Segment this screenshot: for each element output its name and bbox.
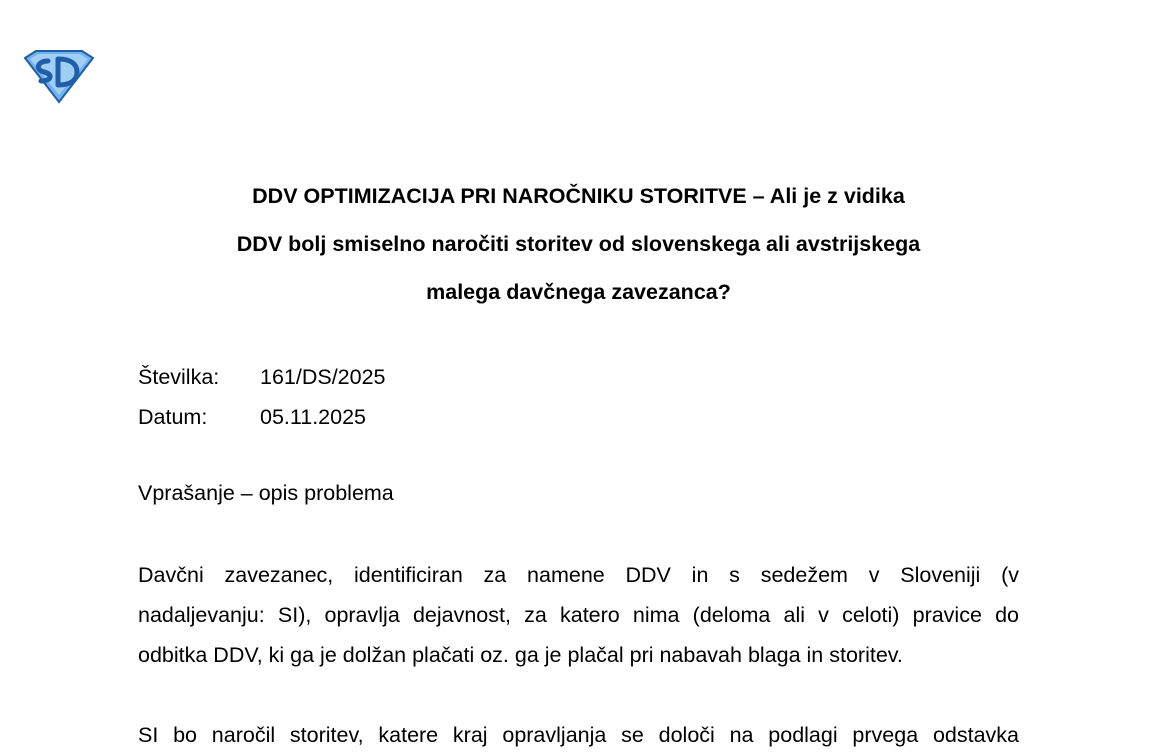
title-line: DDV OPTIMIZACIJA PRI NAROČNIKU STORITVE – Ali je z vidika <box>252 184 905 208</box>
date-value: 05.11.2025 <box>260 405 367 429</box>
paragraph-line: odbitka DDV, ki ga je dolžan plačati oz. ga je plačal pri nabavah blaga in storitev. <box>138 643 903 667</box>
section-heading: Vprašanje – opis problema <box>138 481 394 505</box>
paragraph-line: nadaljevanju: SI), opravlja dejavnost, za katero nima (deloma ali v celoti) pravice do <box>138 603 1019 627</box>
meta-number-row <box>138 357 386 397</box>
paragraph-line: Davčni zavezanec, identificiran za namene DDV in s sedežem v Sloveniji (v <box>138 563 1019 587</box>
paragraph-problem-description <box>138 555 1019 675</box>
number-label: Številka: <box>138 365 220 389</box>
paragraph-line: SI bo naročil storitev, katere kraj opravljanja se določi na podlagi prvega odstavka <box>138 723 1019 747</box>
title-line: DDV bolj smiselno naročiti storitev od slovenskega ali avstrijskega <box>236 232 921 256</box>
date-label: Datum: <box>138 405 208 429</box>
title-line: malega davčnega zavezanca? <box>426 280 731 304</box>
document-meta <box>138 357 386 437</box>
document-title <box>138 172 1019 316</box>
number-value: 161/DS/2025 <box>260 365 386 389</box>
company-logo <box>22 48 96 104</box>
logo-emblem-icon <box>22 48 96 104</box>
paragraph-service-order <box>138 715 1019 755</box>
meta-date-row <box>138 397 386 437</box>
